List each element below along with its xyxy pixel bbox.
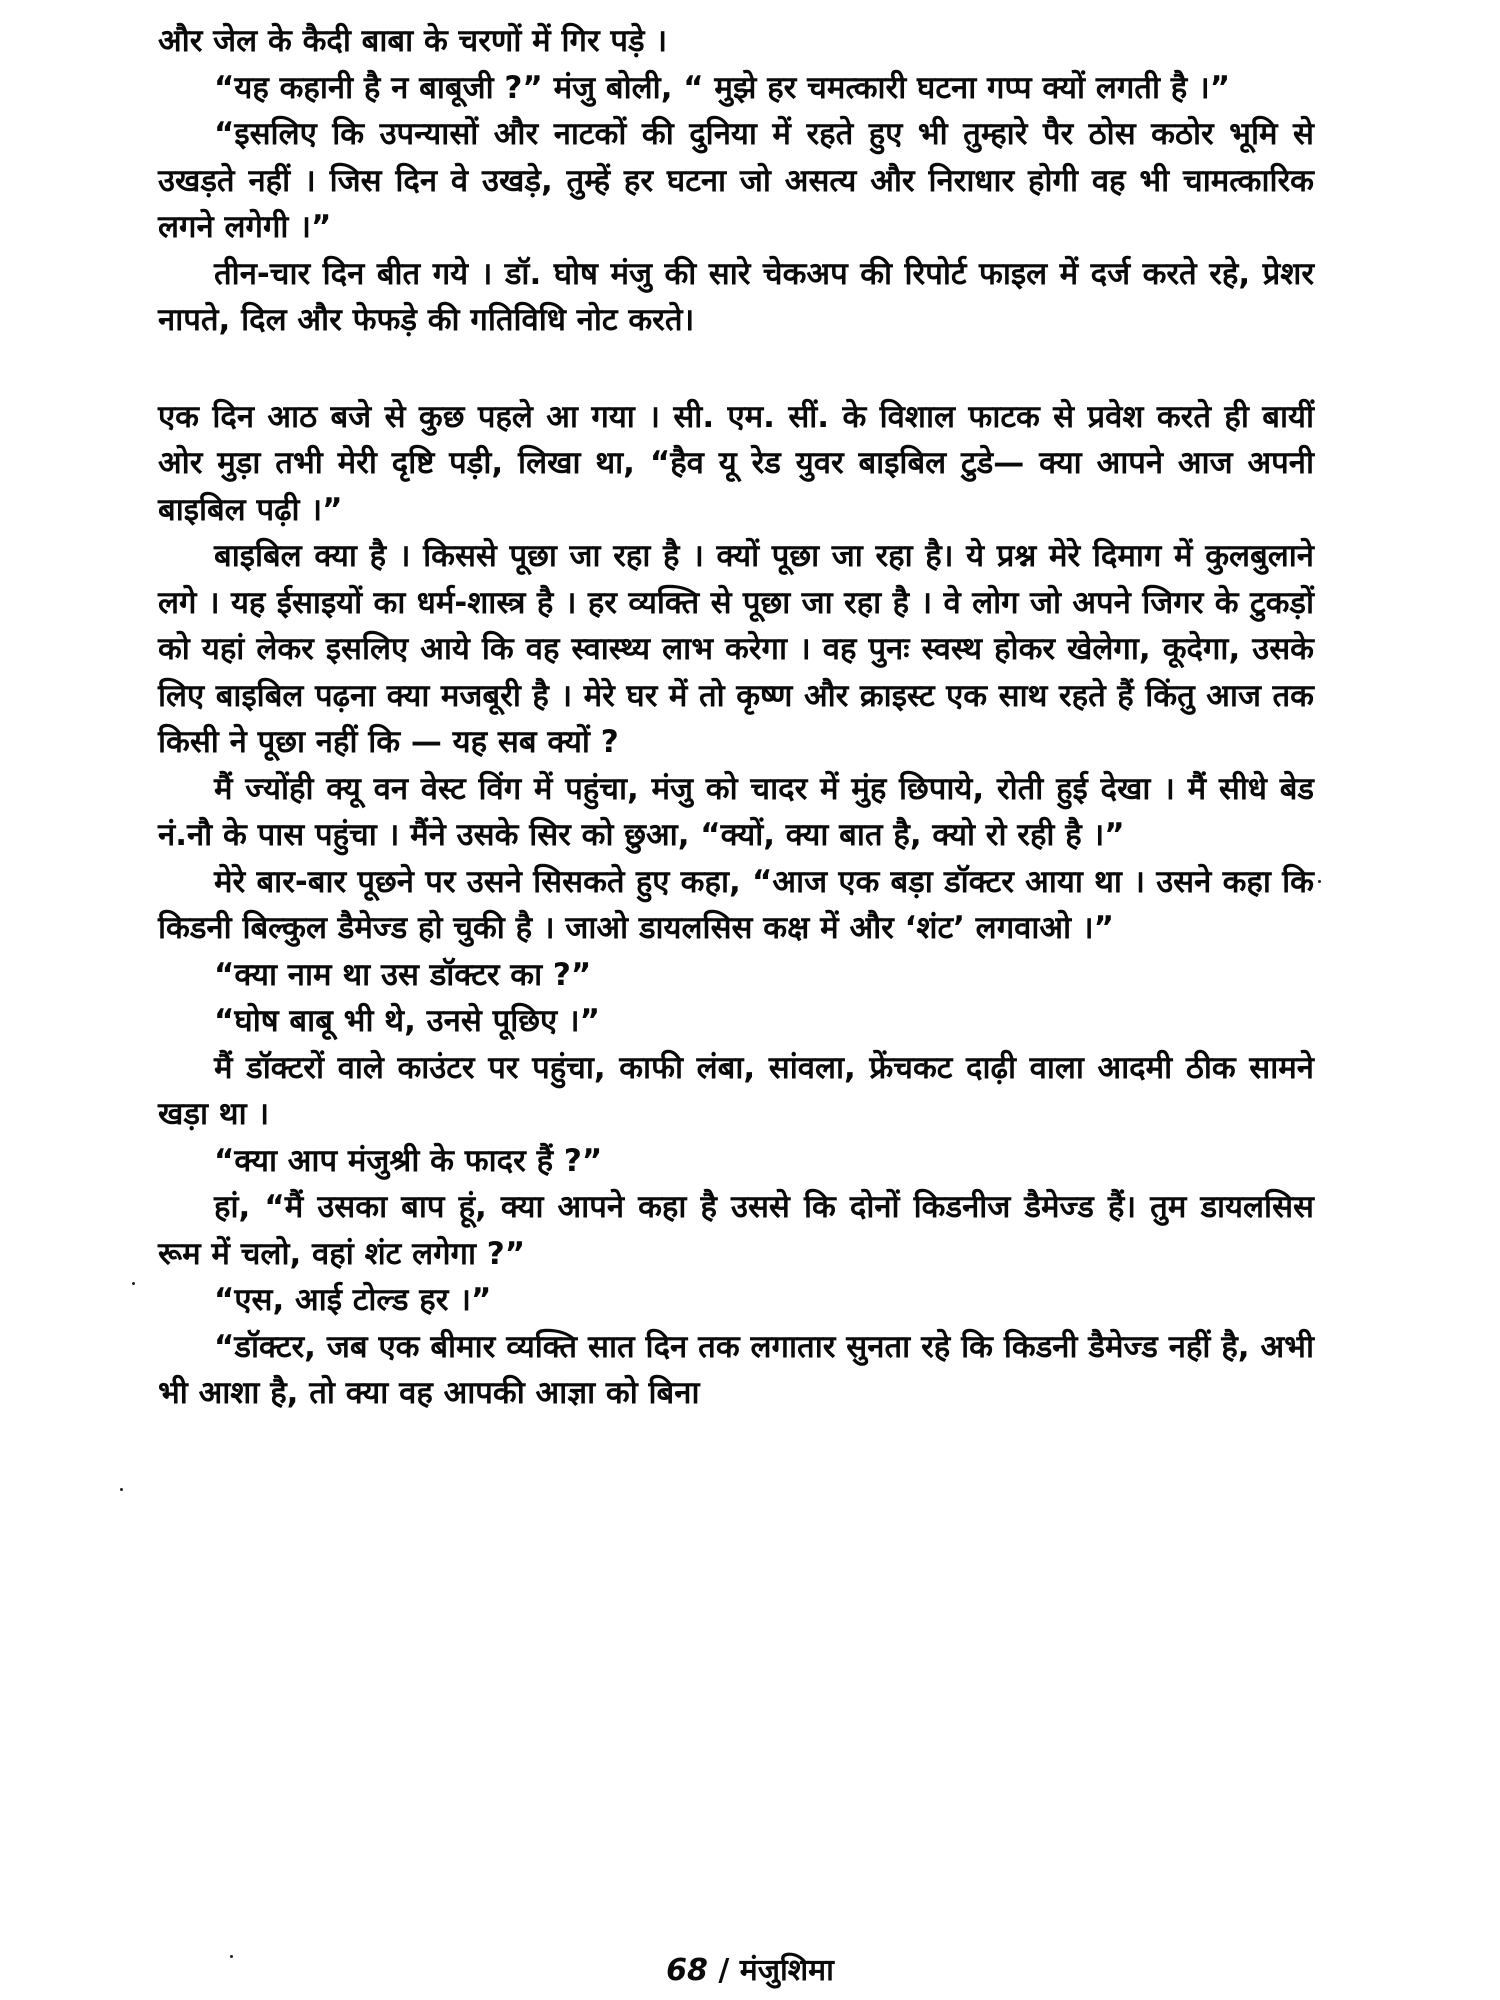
paragraph: मैं ज्योंही क्यू वन वेस्ट विंग में पहुंचा, मंजु को चादर में मुंह छिपाये, रोती हुई देखा । मैं सीधे बेड नं.नौ के पास पहुंचा । मैंने उसके सिर को छुआ, “क्यों, क्या बात है, क्यो रो रही है ।” <box>158 770 1314 853</box>
paragraph: “घोष बाबू भी थे, उनसे पूछिए ।” <box>214 1003 601 1039</box>
paragraph: “क्या आप मंजुश्री के फादर हैं ?” <box>214 1142 603 1179</box>
page-body <box>158 18 1314 1417</box>
section-gap <box>158 344 1314 394</box>
footer-separator: / <box>718 1953 730 1988</box>
scan-speck <box>120 1488 123 1491</box>
paragraph: तीन-चार दिन बीत गये । डॉ. घोष मंजु की सारे चेकअप की रिपोर्ट फाइल में दर्ज करते रहे, प्रेशर नापते, दिल और फेफड़े की गतिविधि नोट करते। <box>158 255 1314 338</box>
scan-speck <box>1318 880 1321 883</box>
paragraph: “इसलिए कि उपन्यासों और नाटकों की दुनिया में रहते हुए भी तुम्हारे पैर ठोस कठोर भूमि से उखड़ते नहीं । जिस दिन वे उखड़े, तुम्हें हर घटना जो असत्य और निराधार होगी वह भी चामत्कारिक लगने लगेगी ।” <box>158 116 1314 245</box>
book-title: मंजुशिमा <box>739 1953 834 1988</box>
scan-speck <box>132 1282 135 1285</box>
paragraph: “क्या नाम था उस डॉक्टर का ?” <box>214 956 592 993</box>
paragraph: “डॉक्टर, जब एक बीमार व्यक्ति सात दिन तक लगातार सुनता रहे कि किडनी डैमेज्ड नहीं है, अभी भी आशा है, तो क्या वह आपकी आज्ञा को बिना <box>158 1328 1314 1411</box>
paragraph: “यह कहानी है न बाबूजी ?” मंजु बोली, “ मुझे हर चमत्कारी घटना गप्प क्यों लगती है ।” <box>214 69 1231 106</box>
page-footer <box>0 1948 1500 1989</box>
paragraph: बाइबिल क्या है । किससे पूछा जा रहा है । क्यों पूछा जा रहा है। ये प्रश्न मेरे दिमाग में कुलबुलाने लगे । यह ईसाइयों का धर्म-शास्त्र है । हर व्यक्ति से पूछा जा रहा है । वे लोग जो अपने जिगर के टुकड़ों को यहां लेकर इसलिए आये कि वह स्वास्थ्य लाभ करेगा । वह पुनः स्वस्थ होकर खेलेगा, कूदेगा, उसके लिए बाइबिल पढ़ना क्या मजबूरी है । मेरे घर में तो कृष्ण और क्राइस्ट एक साथ रहते हैं किंतु आज तक किसी ने पूछा नहीं कि — यह सब क्यों ? <box>158 538 1314 760</box>
paragraph: हां, “मैं उसका बाप हूं, क्या आपने कहा है उससे कि दोनों किडनीज डैमेज्ड हैं। तुम डायलसिस रूम में चलो, वहां शंट लगेगा ?” <box>158 1189 1314 1272</box>
paragraph: “एस, आई टोल्ड हर ।” <box>214 1282 492 1318</box>
scan-speck <box>230 1955 233 1958</box>
paragraph: एक दिन आठ बजे से कुछ पहले आ गया । सी. एम. सीं. के विशाल फाटक से प्रवेश करते ही बायीं ओर मुड़ा तभी मेरी दृष्टि पड़ी, लिखा था, “हैव यू रेड युवर बाइबिल टुडे— क्या आपने आज अपनी बाइबिल पढ़ी ।” <box>158 398 1314 528</box>
page-number: 68 <box>666 1953 708 1988</box>
paragraph: मेरे बार-बार पूछने पर उसने सिसकते हुए कहा, “आज एक बड़ा डॉक्टर आया था । उसने कहा कि किडनी बिल्कुल डैमेज्ड हो चुकी है । जाओ डायलसिस कक्ष में और ‘शंट’ लगवाओ ।” <box>158 863 1314 946</box>
paragraph: और जेल के कैदी बाबा के चरणों में गिर पड़े । <box>158 23 668 59</box>
paragraph: मैं डॉक्टरों वाले काउंटर पर पहुंचा, काफी लंबा, सांवला, फ्रेंचकट दाढ़ी वाला आदमी ठीक सामने खड़ा था । <box>158 1049 1314 1132</box>
